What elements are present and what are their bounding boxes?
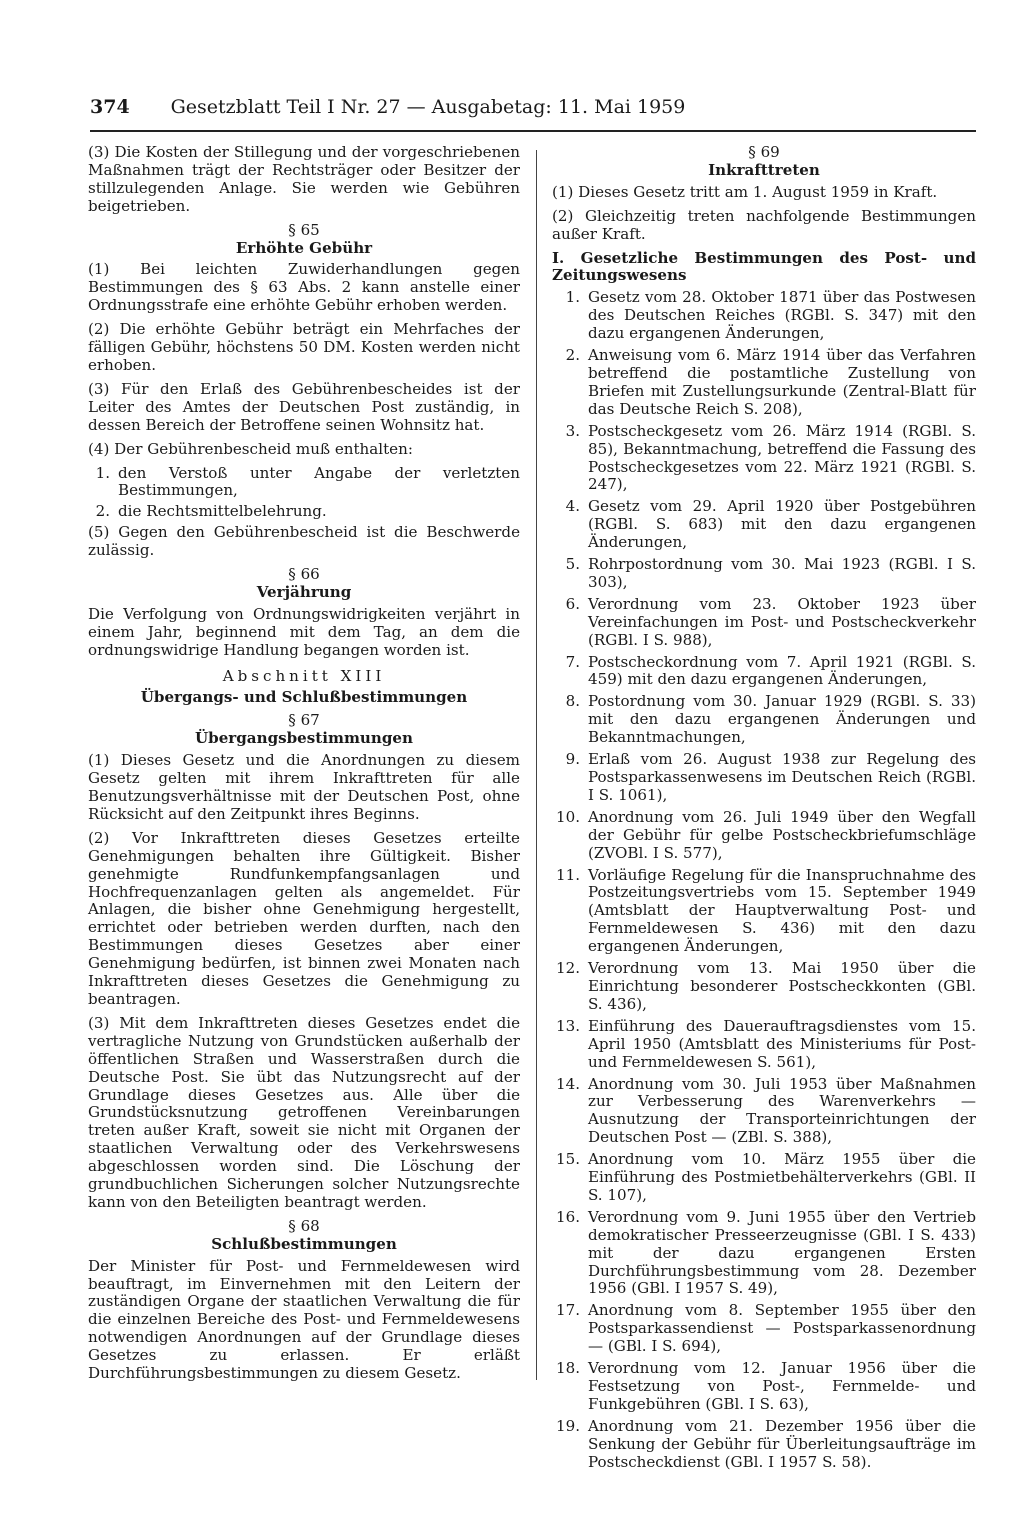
section-68-para-1: Der Minister für Post- und Fernmeldewesen wird beauftragt, im Einvernehmen mit den Leitern der zuständigen Organe der staatlichen Verwaltung die für die einzelnen Bereiche des Post- und Fernmeldewesens notwendigen Anordnungen auf der Grundlage dieses Gesetzes zu erlassen. Er erläßt Durchführungsbestimmungen zu diesem Gesetz. — [88, 1256, 520, 1383]
list-item-text: Verordnung vom 9. Juni 1955 über den Vertrieb demokratischer Presseerzeugnisse (GBl. I S. 433) mit der dazu ergangenen Ersten Durchführungsbestimmung vom 28. Dezember 1956 (GBl. I 1957 S. 49), — [588, 1207, 976, 1298]
section-68-number: § 68 — [288, 1216, 320, 1235]
section-65-number: § 65 — [288, 220, 320, 239]
section-67-number: § 67 — [288, 711, 320, 730]
list-item-text: Anordnung vom 30. Juli 1953 über Maßnahmen zur Verbesserung des Warenverkehrs — Ausnutzung der Transporteinrichtungen der Deutschen Post — (ZBl. S. 388), — [588, 1074, 976, 1147]
right-column — [552, 144, 976, 1476]
list-item — [88, 465, 520, 501]
page-number: 374 — [90, 96, 130, 118]
section-66-number: § 66 — [288, 565, 320, 584]
list-item-text: Einführung des Dauerauftragsdienstes vom 15. April 1950 (Amtsblatt des Ministeriums für Post- und Fernmeldewesen S. 561), — [588, 1016, 976, 1071]
list-item-text: Anweisung vom 6. März 1914 über das Verfahren betreffend die postamtliche Zustellung von Briefen mit Zustellungsurkunde (Zentral-Blatt für das Deutsche Reich S. 208), — [588, 346, 976, 418]
section-68-title: Schlußbestimmungen — [211, 1234, 397, 1253]
list-item — [552, 867, 976, 957]
list-item-text: Erlaß vom 26. August 1938 zur Regelung des Postsparkassenwesens im Deutschen Reich (RGBl. I S. 1061), — [588, 750, 976, 804]
list-item-text: Rohrpostordnung vom 30. Mai 1923 (RGBl. I S. 303), — [588, 555, 976, 591]
section-65-para-4: (4) Der Gebührenbescheid muß enthalten: — [88, 439, 413, 458]
section-69-number: § 69 — [748, 143, 780, 161]
list-item-number: 16. — [555, 1207, 580, 1226]
section-65-para-3: (3) Für den Erlaß des Gebührenbescheides ist der Leiter des Amtes der Deutschen Post zuständig, in dessen Bereich der Betroffene seinen Wohnsitz hat. — [88, 379, 520, 434]
abschnitt-title: Übergangs- und Schlußbestimmungen — [140, 688, 468, 707]
list-item — [552, 960, 976, 1014]
repeal-list-heading: I. Gesetzliche Bestimmungen des Post- und Zeitungswesens — [552, 248, 976, 285]
list-item — [552, 347, 976, 419]
list-item-text: Gesetz vom 29. April 1920 über Postgebühren (RGBl. S. 683) mit den dazu ergangenen Änderungen, — [588, 497, 976, 552]
list-item-number: 11. — [555, 865, 580, 884]
list-item — [552, 498, 976, 552]
list-item-text: Anordnung vom 10. März 1955 über die Einführung des Postmietbehälterverkehrs (GBl. II S. 107), — [588, 1150, 976, 1204]
list-item-number: 10. — [555, 807, 580, 826]
list-item — [552, 1076, 976, 1148]
section-67-para-1: (1) Dieses Gesetz und die Anordnungen zu diesem Gesetz gelten mit ihrem Inkrafttreten für alle Benutzungsverhältnisse mit der Deutschen Post, ohne Rücksicht auf den Zeitpunkt ihres Beginns. — [88, 751, 520, 823]
list-item-number: 15. — [555, 1150, 580, 1169]
list-item-number: 6. — [565, 594, 580, 613]
list-item — [552, 1418, 976, 1472]
paragraph-intro: (3) Die Kosten der Stillegung und der vorgeschriebenen Maßnahmen trägt der Rechtsträger oder Besitzer der stillzulegenden Anlage. Sie werden wie Gebühren beigetrieben. — [88, 143, 520, 215]
page-header — [90, 90, 976, 132]
section-69-title: Inkrafttreten — [708, 160, 820, 179]
list-item-text: Postordnung vom 30. Januar 1929 (RGBl. S. 33) mit den dazu ergangenen Änderungen und Bekanntmachungen, — [588, 692, 976, 747]
section-66-para-1: Die Verfolgung von Ordnungswidrigkeiten verjährt in einem Jahr, beginnend mit dem Tag, an dem die ordnungswidrige Handlung begangen worden ist. — [88, 604, 520, 659]
list-item-text: Postscheckgesetz vom 26. März 1914 (RGBl. S. 85), Bekanntmachung, betreffend die Fassung des Postscheckgesetzes vom 22. März 1921 (RGBl. S. 247), — [588, 421, 976, 494]
list-item-text: Vorläufige Regelung für die Inanspruchnahme des Postzeitungsvertriebs vom 15. September 1949 (Amtsblatt der Hauptverwaltung Post- und Fernmeldewesen S. 436) mit den dazu ergangenen Änderungen, — [588, 865, 976, 956]
list-item — [552, 1302, 976, 1356]
list-item-text: Gesetz vom 28. Oktober 1871 über das Postwesen des Deutschen Reiches (RGBl. S. 347) mit den dazu ergangenen Änderungen, — [588, 288, 976, 343]
list-item-number: 1. — [95, 463, 110, 482]
column-divider — [536, 150, 537, 1380]
list-item-text: Postscheckordnung vom 7. April 1921 (RGBl. S. 459) mit den dazu ergangenen Änderungen, — [588, 652, 976, 689]
list-item-text: Verordnung vom 23. Oktober 1923 über Vereinfachungen im Post- und Postscheckverkehr (RGBl. I S. 988), — [588, 594, 976, 649]
list-item — [552, 1209, 976, 1299]
list-item-text: Anordnung vom 21. Dezember 1956 über die Senkung der Gebühr für Überleitungsaufträge im Postscheckdienst (GBl. I 1957 S. 58). — [588, 1416, 976, 1471]
list-item-number: 19. — [555, 1416, 580, 1435]
list-item-text: Anordnung vom 26. Juli 1949 über den Wegfall der Gebühr für gelbe Postscheckbriefumschläge (ZVOBl. I S. 577), — [588, 807, 976, 862]
list-item-number: 5. — [565, 555, 580, 574]
section-66-title: Verjährung — [256, 582, 352, 601]
left-column — [88, 144, 520, 1389]
list-item-number: 2. — [95, 502, 110, 521]
list-item-text: die Rechtsmittelbelehrung. — [118, 502, 327, 521]
list-item-number: 7. — [565, 652, 580, 671]
section-65-para-2: (2) Die erhöhte Gebühr beträgt ein Mehrfaches der fälligen Gebühr, höchstens 50 DM. Kosten werden nicht erhoben. — [88, 320, 520, 374]
list-item-number: 9. — [565, 750, 580, 769]
section-67-para-2: (2) Vor Inkrafttreten dieses Gesetzes erteilte Genehmigungen behalten ihre Gültigkeit. Bisher genehmigte Rundfunkempfangsanlagen und Hochfrequenzanlagen gelten als angemeldet. Für Anlagen, die bisher ohne Genehmigung hergestellt, errichtet oder betrieben werden durften, nach den Bestimmungen dieses Gesetzes aber einer Genehmigung bedürfen, ist binnen zwei Monaten nach Inkrafttreten dieses Gesetzes die Genehmigung zu beantragen. — [88, 828, 520, 1008]
list-item-number: 1. — [565, 288, 580, 307]
list-item-text: Verordnung vom 12. Januar 1956 über die Festsetzung von Post-, Fernmelde- und Funkgebühren (GBl. I S. 63), — [588, 1359, 976, 1413]
list-item-number: 4. — [565, 497, 580, 516]
section-65-para-1: (1) Bei leichten Zuwiderhandlungen gegen Bestimmungen des § 63 Abs. 2 kann anstelle einer Ordnungsstrafe eine erhöhte Gebühr erhoben werden. — [88, 260, 520, 315]
list-item — [552, 1018, 976, 1072]
header-title: Gesetzblatt Teil I Nr. 27 — Ausgabetag: 11. Mai 1959 — [170, 96, 686, 118]
section-69-para-1: (1) Dieses Gesetz tritt am 1. August 1959 in Kraft. — [552, 182, 938, 201]
list-item-text: Verordnung vom 13. Mai 1950 über die Einrichtung besonderer Postscheckkonten (GBl. S. 436), — [588, 959, 976, 1013]
list-item-number: 3. — [565, 421, 580, 440]
list-item — [552, 1151, 976, 1205]
list-item — [552, 809, 976, 863]
list-item-text: Anordnung vom 8. September 1955 über den Postsparkassendienst — Postsparkassenordnung — (GBl. I S. 694), — [588, 1301, 976, 1356]
section-65-title: Erhöhte Gebühr — [235, 238, 373, 257]
list-item-text: den Verstoß unter Angabe der verletzten Bestimmungen, — [118, 463, 520, 500]
list-item — [552, 654, 976, 690]
list-item — [552, 423, 976, 495]
list-item — [552, 596, 976, 650]
list-item — [552, 1360, 976, 1414]
section-69-para-2: (2) Gleichzeitig treten nachfolgende Bestimmungen außer Kraft. — [552, 206, 976, 243]
list-item — [552, 289, 976, 343]
list-item-number: 8. — [565, 692, 580, 711]
list-item-number: 17. — [555, 1301, 580, 1320]
section-67-para-3: (3) Mit dem Inkrafttreten dieses Gesetzes endet die vertragliche Nutzung von Grundstücken außerhalb der öffentlichen Straßen und Wasserstraßen durch die Deutsche Post. Sie übt das Nutzungsrecht auf der Grundlage dieses Gesetzes aus. Alle über die Grundstücksnutzung getroffenen Vereinbarungen treten außer Kraft, soweit sie nicht mit Organen der staatlichen Verwaltung oder des Verkehrswesens abgeschlossen worden sind. Die Löschung der grundbuchlichen Sicherungen solcher Nutzungsrechte kann von den Beteiligten beantragt werden. — [88, 1013, 520, 1211]
list-item-number: 18. — [555, 1359, 580, 1378]
list-item-number: 14. — [555, 1074, 580, 1093]
section-65-para-5: (5) Gegen den Gebührenbescheid ist die Beschwerde zulässig. — [88, 523, 520, 560]
list-item — [552, 693, 976, 747]
list-item-number: 13. — [555, 1016, 580, 1035]
section-67-title: Übergangsbestimmungen — [194, 729, 413, 748]
list-item — [88, 503, 520, 521]
abschnitt-heading: Abschnitt XIII — [222, 666, 386, 685]
list-item-number: 12. — [555, 959, 580, 978]
list-item — [552, 556, 976, 592]
list-item-number: 2. — [565, 346, 580, 365]
list-item — [552, 751, 976, 805]
